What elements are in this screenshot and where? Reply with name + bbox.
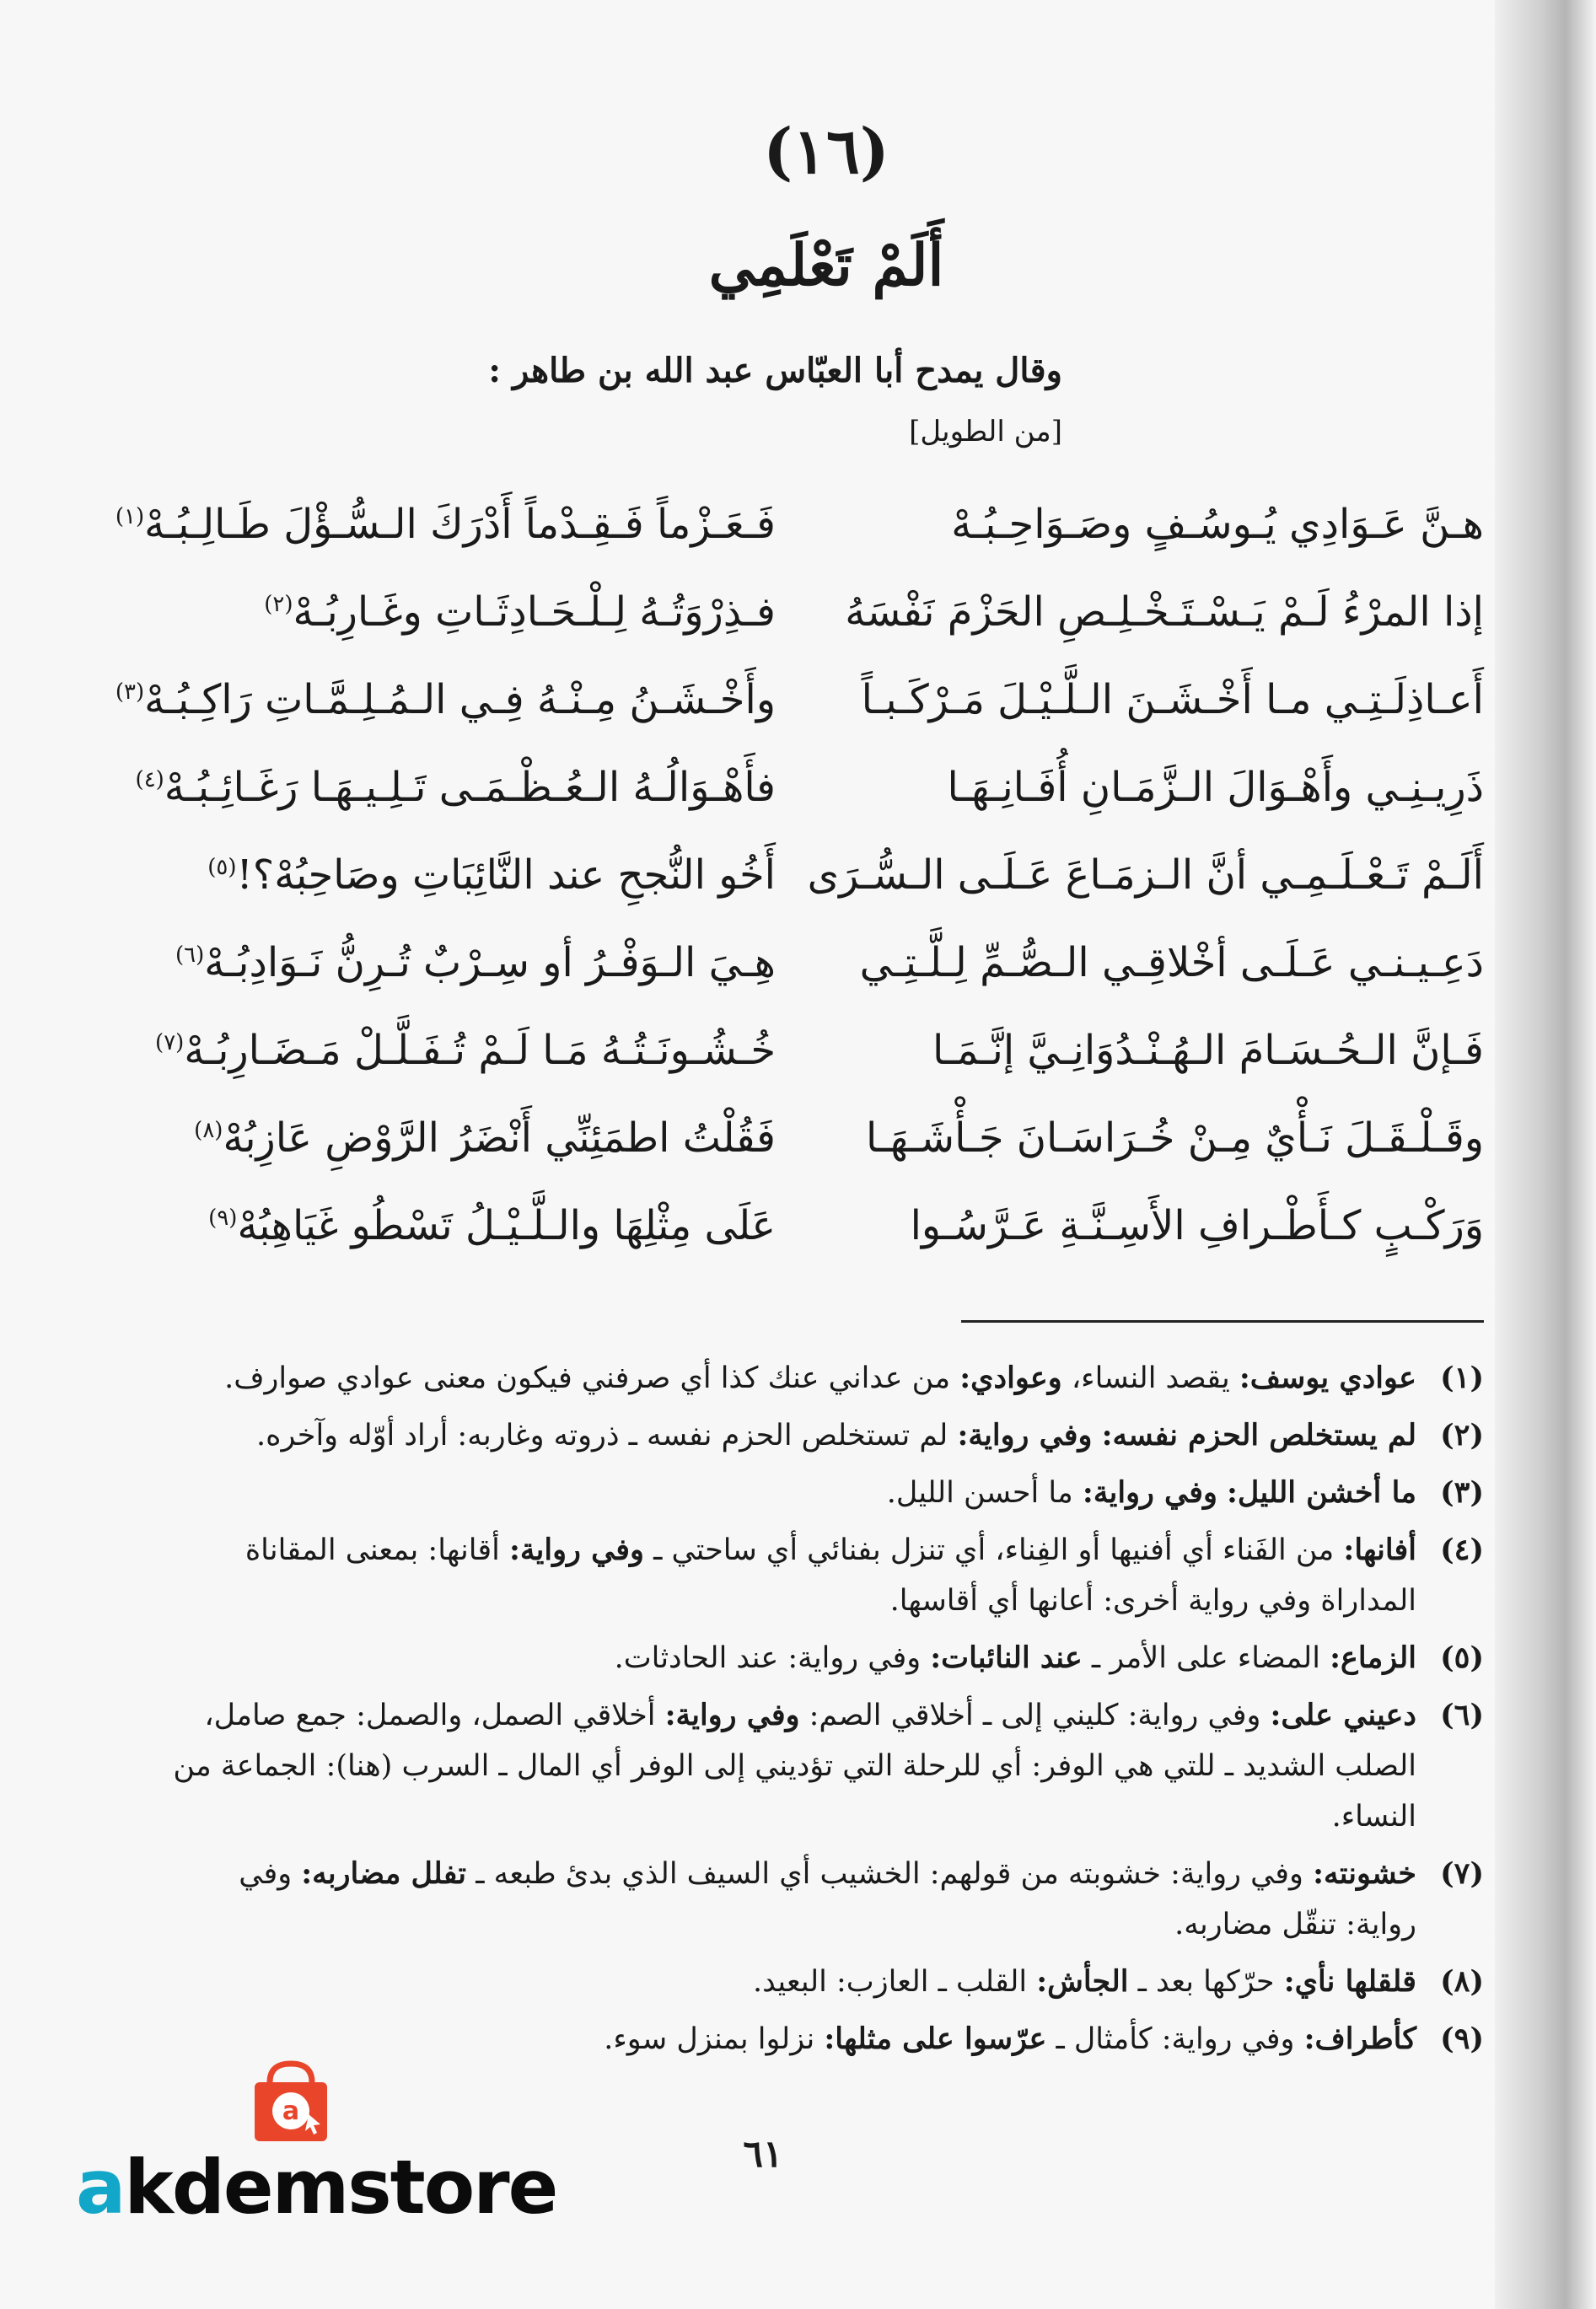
footnote — [169, 1525, 1484, 1626]
verse-row — [169, 1094, 1484, 1182]
verse-second-text: فـذِرْوَتُـهُ لِـلْـحَـادِثَـاتِ وغَـارِبُـهْ — [293, 588, 776, 636]
poem-number: (١٦) — [763, 115, 889, 188]
footnotes — [169, 1353, 1484, 2065]
verse-second-text: فَـعَـزْماً فَـقِـدْماً أَدْرَكَ الـسُّـؤْلَ طَـالِـبُـهْ — [144, 501, 776, 548]
footnote-gloss: وفي رواية: عند الحادثات. — [614, 1641, 931, 1675]
verse-second-text: أَخُو النُّجحِ عند النَّائِبَاتِ وصَاحِبُهْ؟! — [236, 851, 776, 899]
page-content — [115, 101, 1484, 2071]
footnote-text — [169, 1468, 1416, 1518]
verse-first-hemistich: إذا المرْءُ لَـمْ يَـسْـتَـخْـلِـصِ الحَزْمَ نَفْسَهُ — [845, 588, 1484, 636]
page-number: ٦١ — [743, 2133, 783, 2176]
footnote-term: خشونته: — [1313, 1856, 1416, 1891]
footnote-divider — [961, 1320, 1484, 1323]
poem-title: أَلَمْ تَعْلَمِي — [708, 232, 944, 299]
footnote-term: وفي رواية: — [1082, 1475, 1217, 1510]
verse-second-hemistich — [135, 744, 776, 831]
verse-second-text: فأَهْـوَالُـهُ الـعُـظْـمَـى تَـلِـيـهَـا رَغَـائِـبُـهْ — [164, 764, 776, 811]
footnote-term: دعيني على: — [1270, 1698, 1416, 1732]
brand-wordmark — [76, 2144, 557, 2231]
footnote-gloss: ما أحسن الليل. — [886, 1476, 1083, 1510]
footnote-number: (٤) — [1440, 1533, 1484, 1567]
shopping-bag-icon — [245, 2057, 337, 2150]
verse-first-hemistich: فَـإنَّ الـحُـسَـامَ الـهُـنْـدُوَانِـيَّ إنَّـمَـا — [932, 1027, 1484, 1074]
footnote-text — [169, 1525, 1416, 1626]
footnote-term: الجأش: — [1036, 1964, 1129, 1999]
footnote-gloss: القلب ـ العازب: البعيد. — [752, 1965, 1037, 1999]
footnote-number: (٨) — [1440, 1964, 1484, 1999]
footnote-term: عند النائبات: — [930, 1640, 1083, 1675]
footnote-term: لم يستخلص الحزم نفسه: — [1101, 1418, 1416, 1453]
verse-row — [169, 831, 1484, 919]
verse-second-text: عَلَى مِثْلِهَا والـلَّـيْـلُ تَسْطُو غَيَاهِبُهْ — [237, 1202, 776, 1249]
poem-meter: [من الطويل] — [909, 415, 1062, 448]
footnote — [169, 1690, 1484, 1842]
footnote-term: أفانها: — [1343, 1533, 1416, 1567]
footnote-reference: (٧) — [155, 1030, 185, 1055]
verses — [115, 481, 1484, 1270]
verse-second-hemistich — [155, 1007, 776, 1094]
footnote-gloss: وفي رواية: تنقّل مضاربه. — [239, 1857, 1416, 1941]
footnote-text — [169, 1957, 1416, 2007]
page-curl-shadow — [1495, 0, 1596, 2309]
footnote-gloss — [1217, 1476, 1227, 1510]
footnote-term: ما أخشن الليل: — [1227, 1475, 1416, 1510]
footnote-term: الزماع: — [1330, 1640, 1416, 1675]
store-watermark — [76, 2057, 557, 2231]
verse-second-hemistich — [169, 919, 776, 1007]
footnote-gloss: وفي رواية: خشوبته من قولهم: الخشيب أي السيف الذي بدئ طبعه ـ — [466, 1857, 1314, 1891]
footnote-reference: (١) — [115, 504, 145, 529]
footnote — [169, 1468, 1484, 1518]
footnote-number: (٢) — [1440, 1418, 1484, 1453]
footnote-gloss: أخلاقي الصمل، والصمل: جمع صامل، الصلب الشديد ـ للتي هي الوفر: أي للرحلة التي تؤديني إلى الوفر أي المال ـ السرب (هنا): الجماعة من النساء. — [173, 1699, 1416, 1834]
footnote-term: تفلل مضاربه: — [301, 1856, 467, 1891]
verse-first-hemistich: أَعـاذِلَـتِـي مـا أَخْـشَـنَ الـلَّـيْـلَ مَـرْكَـبـاً — [861, 676, 1484, 723]
footnote-reference: (٢) — [264, 592, 293, 617]
footnote-gloss: وفي رواية: كليني إلى ـ أخلاقي الصم: — [799, 1699, 1271, 1732]
verse-second-text: فَقُلْتُ اطمَئِنِّي أَنْضَرُ الرَّوْضِ عَازِبُهْ — [223, 1114, 776, 1162]
verse-row — [155, 1007, 1484, 1094]
footnote-number: (٣) — [1440, 1475, 1484, 1510]
brand-rest: kdemstore — [124, 2144, 557, 2231]
footnote-term: عرّسوا على مثلها: — [824, 2022, 1047, 2056]
footnote — [169, 1957, 1484, 2007]
verse-row — [169, 568, 1484, 656]
verse-second-hemistich — [169, 1182, 776, 1270]
footnote-term: كأطراف: — [1303, 2022, 1416, 2056]
verse-second-text: هِـيَ الـوَفْـرُ أو سِـرْبٌ تُـرِنُّ نَـوَادِبُـهْ — [204, 939, 776, 986]
footnote-text — [169, 1353, 1416, 1404]
footnote-number: (٩) — [1440, 2022, 1484, 2056]
footnote-term: عوادي يوسف: — [1239, 1361, 1416, 1395]
footnote-reference: (٣) — [115, 679, 145, 705]
verse-first-hemistich: وقَـلْـقَـلَ نَـأْيٌ مِـنْ خُـرَاسَـانَ جَـأْشَـهَـا — [866, 1114, 1484, 1162]
footnote-number: (٧) — [1440, 1856, 1484, 1891]
footnote-text — [169, 1633, 1416, 1683]
footnote-gloss: حرّكها بعد ـ — [1128, 1965, 1284, 1999]
verse-row — [169, 919, 1484, 1007]
footnote-term: وعوادي: — [959, 1361, 1062, 1395]
footnote-term: قلقلها نأي: — [1283, 1964, 1416, 1999]
brand-initial: a — [76, 2144, 125, 2231]
poem-intro: وقال يمدح أبا العبّاس عبد الله بن طاهر : — [488, 351, 1062, 390]
footnote-number: (٦) — [1440, 1698, 1484, 1732]
footnote-gloss: المضاء على الأمر ـ — [1082, 1641, 1330, 1675]
footnote-term: وفي رواية: — [508, 1533, 644, 1567]
footnote-number: (٥) — [1440, 1640, 1484, 1675]
footnote — [169, 1410, 1484, 1461]
footnote-gloss: أقانها: بمعنى المقاناة المداراة وفي رواية أخرى: أعانها أي أقاسها. — [245, 1533, 1416, 1618]
logo-letter: a — [282, 2097, 300, 2126]
footnote-term: وفي رواية: — [664, 1698, 800, 1732]
verse-second-text: خُـشُـونَـتُـهُ مَـا لَـمْ تُـفَـلَّـلْ مَـضَـارِبُـهْ — [184, 1027, 776, 1074]
footnote-term: وفي رواية: — [957, 1418, 1093, 1453]
verse-row — [135, 744, 1484, 831]
footnote-text — [169, 1410, 1416, 1461]
verse-second-hemistich — [115, 656, 776, 744]
footnote-reference: (٤) — [135, 767, 164, 792]
footnote-reference: (٦) — [175, 942, 205, 968]
footnote-gloss: لم تستخلص الحزم نفسه ـ ذروته وغاربه: أراد أوّله وآخره. — [256, 1419, 958, 1453]
verse-first-hemistich: هـنَّ عَـوَادِي يُـوسُـفٍ وصَـوَاحِـبُـهْ — [951, 501, 1484, 548]
footnote-gloss: من الفَناء أي أفنيها أو الفِناء، أي تنزل بفنائي أي ساحتي ـ — [643, 1533, 1344, 1567]
footnote-number: (١) — [1440, 1361, 1484, 1395]
footnote-text — [169, 1849, 1416, 1950]
footnote-gloss: نزلوا بمنزل سوء. — [604, 2022, 825, 2056]
footnote-gloss: يقصد النساء، — [1061, 1361, 1239, 1395]
verse-first-hemistich: أَلَـمْ تَـعْـلَـمِـي أنَّ الـزمَـاعَ عَـلَـى الـسُّـرَى — [807, 851, 1484, 899]
verse-first-hemistich: ذَرِيـنِـي وأَهْـوَالَ الـزَّمَـانِ أُفَـانِـهَـا — [947, 764, 1484, 811]
footnote-gloss: من عداني عنك كذا أي صرفني فيكون معنى عوادي صوارف. — [224, 1361, 960, 1395]
footnote — [169, 1849, 1484, 1950]
verse-row — [115, 656, 1484, 744]
footnote-gloss — [1092, 1419, 1101, 1453]
verse-second-hemistich — [169, 831, 776, 919]
footnote-text — [169, 1690, 1416, 1842]
footnote-gloss: وفي رواية: كأمثال ـ — [1046, 2022, 1304, 2056]
verse-first-hemistich: دَعِـيـنـي عَـلَـى أخْلاقِـي الـصُّـمِّ لِـلَّـتِـي — [859, 939, 1484, 986]
verse-second-hemistich — [115, 481, 776, 568]
verse-second-hemistich — [169, 568, 776, 656]
footnote-reference: (٥) — [207, 855, 237, 880]
footnote — [169, 1633, 1484, 1683]
footnote — [169, 1353, 1484, 1404]
verse-row — [115, 481, 1484, 568]
verse-first-hemistich: وَرَكْـبٍ كـأَطْـرافِ الأَسِـنَّـةِ عَـرَّسُـوا — [910, 1202, 1484, 1249]
verse-second-hemistich — [169, 1094, 776, 1182]
verse-row — [169, 1182, 1484, 1270]
verse-second-text: وأَخْـشَـنُ مِـنْـهُ فِـي الـمُـلِـمَّـاتِ رَاكِـبُـهْ — [144, 676, 776, 723]
footnote-reference: (٩) — [208, 1206, 238, 1231]
footnote-reference: (٨) — [194, 1118, 223, 1143]
